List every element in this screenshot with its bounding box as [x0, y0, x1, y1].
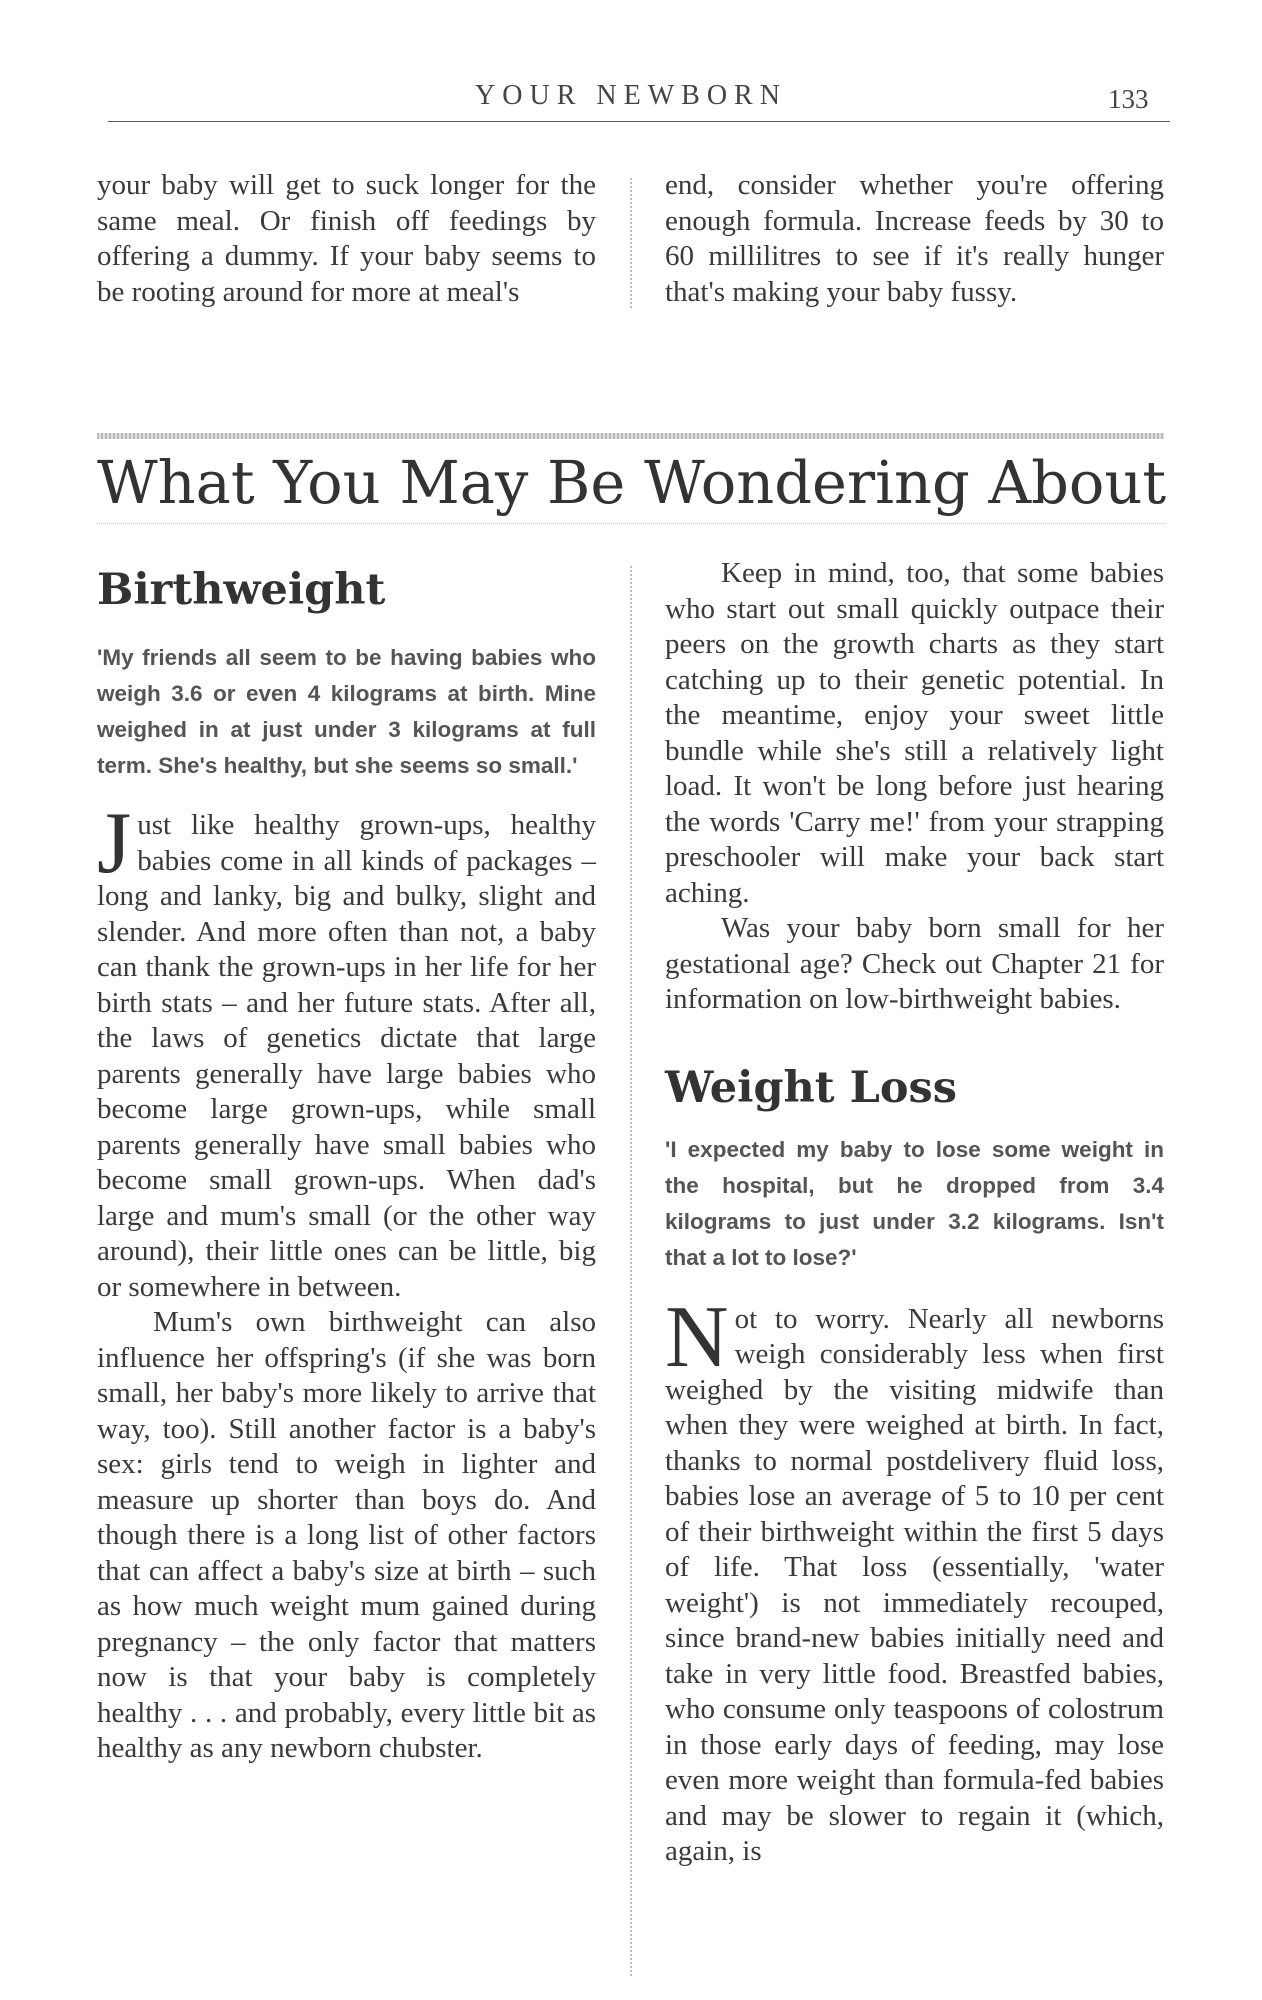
dropcap-j: J: [97, 795, 132, 892]
section-rule: [97, 433, 1164, 439]
birthweight-question: 'My friends all seem to be having babies who weigh 3.6 or even 4 kilograms at birth. Mine weighed in at just under 3 kilograms at full term. She's healthy, but she seems so small.': [97, 645, 596, 778]
running-header: YOUR NEWBORN: [475, 80, 787, 111]
page-number: 133: [1108, 84, 1149, 114]
section-underline: [97, 523, 1164, 524]
top-left-column: [97, 168, 596, 310]
weight-loss-paragraph-1-text: ot to worry. Nearly all newborns weigh considerably less when first weighed by the visiting midwife than when they were weighed at birth. In fact, thanks to normal postdelivery fluid loss, babies lose an average of 5 to 10 per cent of their birthweight within the first 5 days of life. That loss (essentially, 'water weight') is not immediately recouped, since brand-new babies initially need and take in very little food. Breastfed babies, who consume only teaspoons of colostrum in those early days of feeding, may lose even more weight than formula-fed babies and may be slower to regain it (which, again, is: [665, 1302, 1164, 1867]
birthweight-paragraph-3: Keep in mind, too, that some babies who start out small quickly outpace their peers on the growth charts as they start catching up to their genetic potential. In the meantime, enjoy your sweet little bundle while she's still a relatively light load. It won't be long before just hearing the words 'Carry me!' from your strapping preschooler will make your back start aching.: [665, 557, 1164, 909]
right-column: [665, 556, 1164, 1870]
top-right-paragraph: end, consider whether you're offering enough formula. Increase feeds by 30 to 60 millilitres to see if it's really hunger that's making your baby fussy.: [665, 169, 1164, 308]
weight-loss-paragraph-1: [665, 1288, 1164, 1870]
birthweight-paragraph-4: Was your baby born small for her gestational age? Check out Chapter 21 for information on low-birthweight babies.: [665, 912, 1164, 1015]
weight-loss-question: 'I expected my baby to lose some weight in the hospital, but he dropped from 3.4 kilograms to just under 3.2 kilograms. Isn't that a lot to lose?': [665, 1136, 1164, 1270]
top-column-divider: [630, 178, 632, 308]
birthweight-paragraph-1-text: ust like healthy grown-ups, healthy babies come in all kinds of packages – long and lanky, big and bulky, slight and slender. And more often than not, a baby can thank the grown-ups in her life for her birth stats – and her future stats. After all, the laws of genetics dictate that large parents generally have large babies who become large grown-ups, while small parents generally have small babies who become small grown-ups. When dad's large and mum's small (or the other way around), their little ones can be little, big or somewhere in between.: [97, 809, 596, 1303]
weight-loss-heading: Weight Loss: [665, 1062, 957, 1113]
header-rule: [108, 121, 1170, 122]
top-right-column: [665, 168, 1164, 310]
birthweight-paragraph-2: Mum's own birthweight can also influence her offspring's (if she was born small, her baby's more likely to arrive that way, too). Still another factor is a baby's sex: girls tend to weigh in lighter and measure up shorter than boys do. And though there is a long list of other factors that can affect a baby's size at birth – such as how much weight mum gained during pregnancy – the only factor that matters now is that your baby is completely healthy . . . and probably, every little bit as healthy as any newborn chubster.: [97, 1306, 596, 1764]
dropcap-n: N: [665, 1288, 729, 1386]
section-title: What You May Be Wondering About: [97, 448, 1167, 517]
birthweight-paragraph-1: [97, 795, 596, 1305]
main-column-divider: [630, 566, 632, 1976]
top-left-paragraph: your baby will get to suck longer for the same meal. Or finish off feedings by offering a dummy. If your baby seems to be rooting around for more at meal's: [97, 169, 596, 308]
birthweight-column: [97, 560, 596, 1767]
birthweight-heading: Birthweight: [97, 565, 386, 615]
